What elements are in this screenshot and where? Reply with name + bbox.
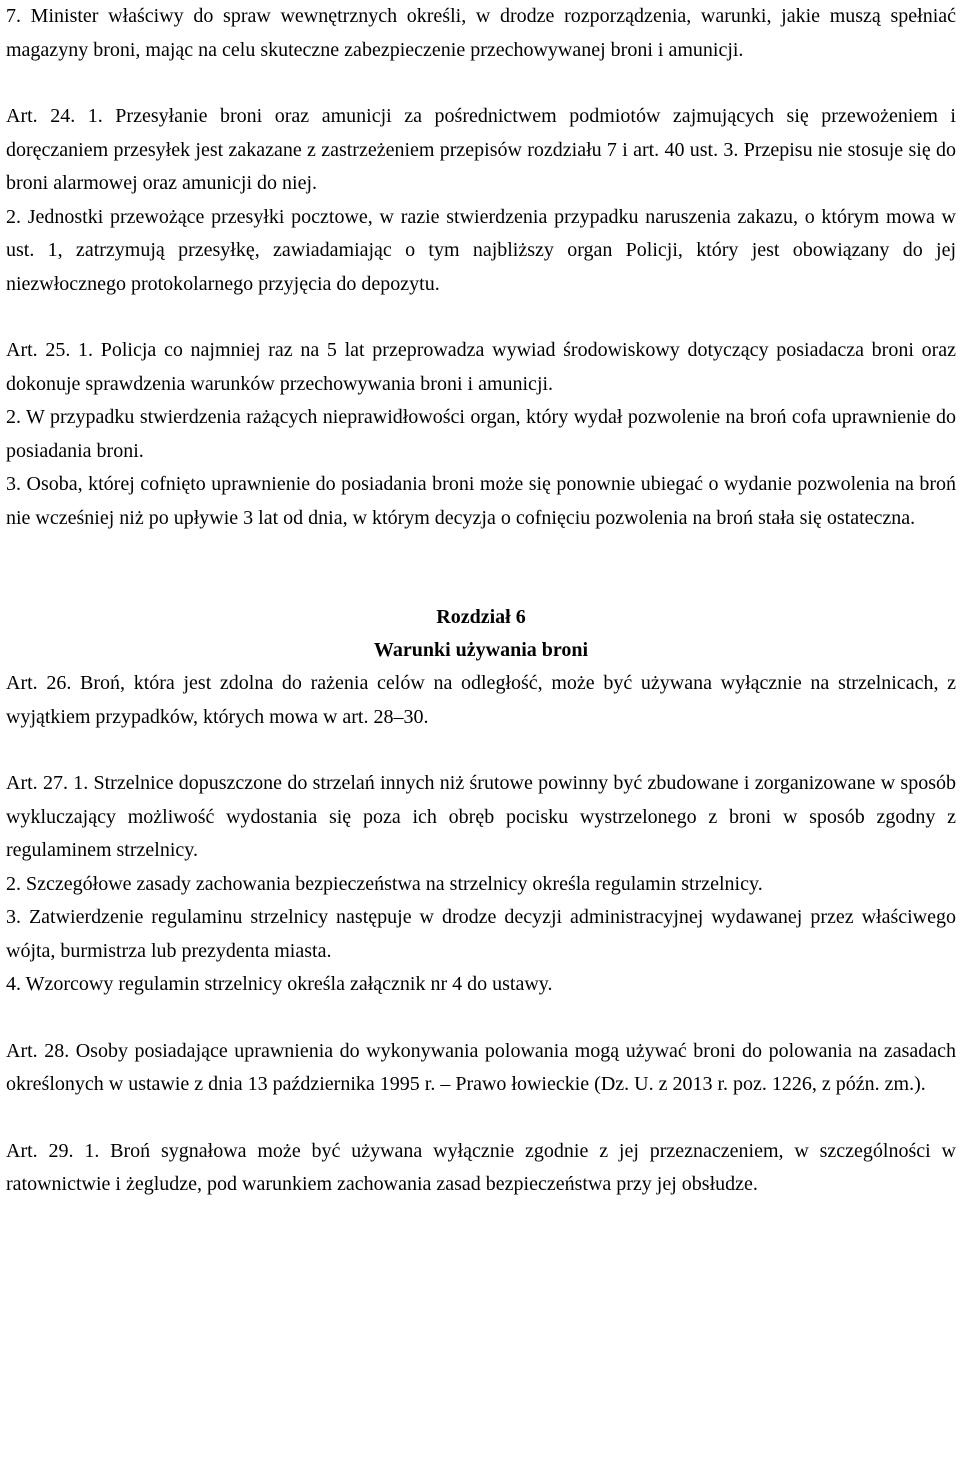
paragraph-art25-ust2: 2. W przypadku stwierdzenia rażących nieprawidłowości organ, który wydał pozwolenie na broń cofa uprawnienie do posiadania broni. — [6, 406, 956, 462]
paragraph-art23-ust7: 7. Minister właściwy do spraw wewnętrznych określi, w drodze rozporządzenia, warunki, jakie muszą spełniać magazyny broni, mając na celu skuteczne zabezpieczenie przechowywanej broni i amunicji. — [6, 5, 956, 61]
paragraph-art27-ust2: 2. Szczegółowe zasady zachowania bezpieczeństwa na strzelnicy określa regulamin strzelnicy. — [6, 872, 763, 895]
paragraph-art27-ust3: 3. Zatwierdzenie regulaminu strzelnicy następuje w drodze decyzji administracyjnej wydawanej przez właściwego wójta, burmistrza lub prezydenta miasta. — [6, 906, 956, 962]
document-page — [6, 0, 956, 1202]
chapter-number: Rozdział 6 — [436, 606, 526, 628]
paragraph-art29-ust1: Art. 29. 1. Broń sygnałowa może być używana wyłącznie zgodnie z jej przeznaczeniem, w szczególności w ratownictwie i żegludze, pod warunkiem zachowania zasad bezpieczeństwa przy jej obsłudze. — [6, 1139, 956, 1195]
paragraph-art28: Art. 28. Osoby posiadające uprawnienia do wykonywania polowania mogą używać broni do polowania na zasadach określonych w ustawie z dnia 13 października 1995 r. – Prawo łowieckie (Dz. U. z 2013 r. poz. 1226, z późn. zm.). — [6, 1039, 956, 1095]
paragraph-art26: Art. 26. Broń, która jest zdolna do rażenia celów na odległość, może być używana wyłącznie na strzelnicach, z wyjątkiem przypadków, których mowa w art. 28–30. — [6, 672, 956, 728]
spacer — [6, 1002, 956, 1035]
paragraph-art27-ust4: 4. Wzorcowy regulamin strzelnicy określa załącznik nr 4 do ustawy. — [6, 973, 553, 995]
paragraph-art24-ust2: 2. Jednostki przewożące przesyłki pocztowe, w razie stwierdzenia przypadku naruszenia zakazu, o którym mowa w ust. 1, zatrzymują przesyłkę, zawiadamiając o tym najbliższy organ Policji, który jest obowiązany do jej niezwłocznego protokolarnego przyjęcia do depozytu. — [6, 205, 956, 295]
spacer — [6, 301, 956, 334]
chapter-title: Warunki używania broni — [373, 639, 589, 661]
paragraph-art24-ust1: Art. 24. 1. Przesyłanie broni oraz amunicji za pośrednictwem podmiotów zajmujących się przewożeniem i doręczaniem przesyłek jest zakazane z zastrzeżeniem przepisów rozdziału 7 i art. 40 ust. 3. Przepisu nie stosuje się do broni alarmowej oraz amunicji do niej. — [6, 105, 956, 194]
paragraph-art25-ust1: Art. 25. 1. Policja co najmniej raz na 5 lat przeprowadza wywiad środowiskowy dotyczący posiadacza broni oraz dokonuje sprawdzenia warunków przechowywania broni i amunicji. — [6, 339, 956, 395]
spacer — [6, 1102, 956, 1135]
spacer — [6, 535, 956, 601]
spacer — [6, 734, 956, 767]
spacer — [6, 67, 956, 100]
paragraph-art27-ust1: Art. 27. 1. Strzelnice dopuszczone do strzelań innych niż śrutowe powinny być zbudowane i zorganizowane w sposób wykluczający możliwość wydostania się poza ich obręb pocisku wystrzelonego z broni w sposób zgodny z regulaminem strzelnicy. — [6, 772, 956, 861]
paragraph-art25-ust3: 3. Osoba, której cofnięto uprawnienie do posiadania broni może się ponownie ubiegać o wydanie pozwolenia na broń nie wcześniej niż po upływie 3 lat od dnia, w którym decyzja o cofnięciu pozwolenia na broń stała się ostateczna. — [6, 473, 956, 529]
